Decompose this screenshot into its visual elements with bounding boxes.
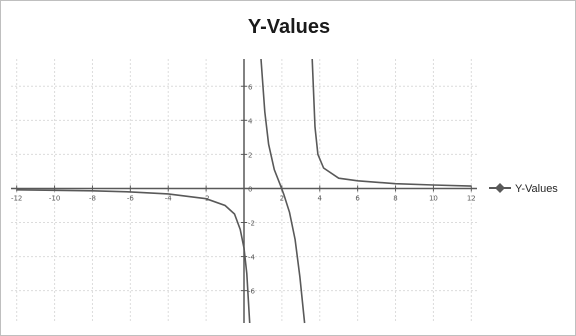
x-tick-label: 10 bbox=[428, 194, 438, 203]
y-tick-label: 4 bbox=[248, 117, 253, 126]
y-tick-label: -6 bbox=[248, 287, 255, 296]
y-tick-label: 0 bbox=[248, 185, 253, 194]
y-tick-label: 2 bbox=[248, 151, 253, 160]
x-tick-label: 8 bbox=[393, 194, 398, 203]
x-tick-label: -8 bbox=[88, 194, 96, 203]
x-tick-label: -6 bbox=[126, 194, 134, 203]
x-tick-label: 4 bbox=[317, 194, 323, 203]
y-tick-label: -4 bbox=[248, 253, 255, 262]
chart-svg bbox=[1, 1, 575, 335]
legend-marker-diamond-icon bbox=[495, 183, 505, 193]
y-tick-label: -2 bbox=[248, 219, 255, 228]
x-tick-label: 12 bbox=[466, 194, 476, 203]
x-tick-label: 2 bbox=[279, 194, 285, 203]
legend bbox=[489, 183, 558, 195]
x-tick-label: -4 bbox=[164, 194, 172, 203]
series-curve-segment bbox=[261, 59, 305, 323]
chart-title: Y-Values bbox=[247, 16, 331, 38]
series-curve-segment bbox=[312, 59, 471, 186]
legend-label: Y-Values bbox=[515, 183, 558, 195]
x-tick-label: -2 bbox=[202, 194, 210, 203]
x-tick-label: -12 bbox=[10, 194, 23, 203]
y-tick-label: 6 bbox=[248, 83, 253, 92]
x-tick-label: 6 bbox=[355, 194, 360, 203]
x-tick-label: -10 bbox=[48, 194, 61, 203]
